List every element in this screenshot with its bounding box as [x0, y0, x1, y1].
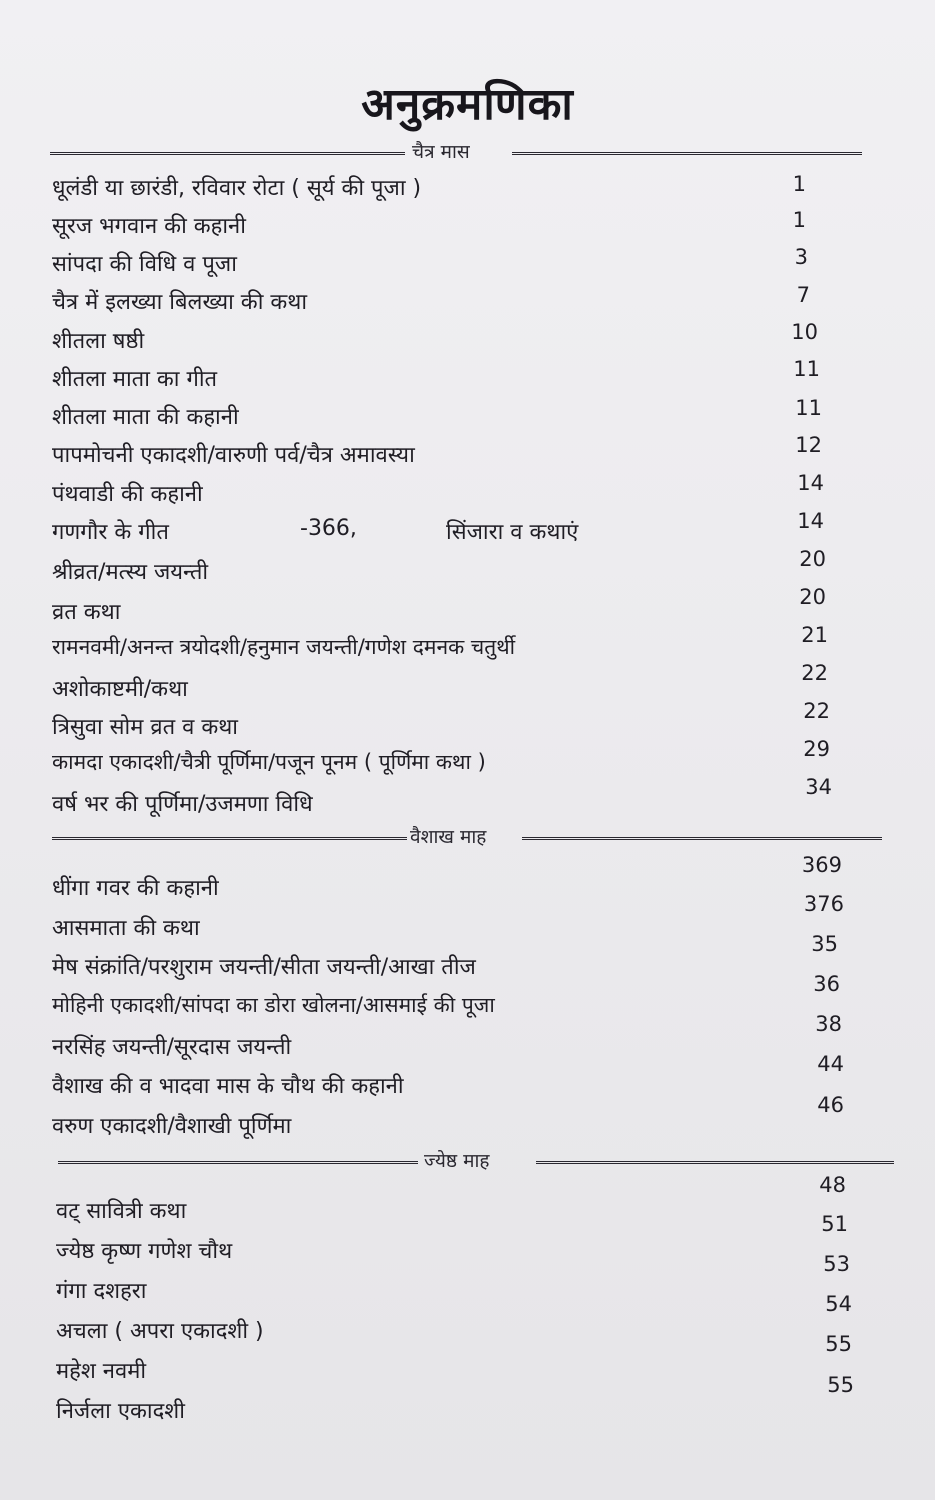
toc-entry: रामनवमी/अनन्त त्रयोदशी/हनुमान जयन्ती/गणेश दमनक चतुर्थी	[52, 635, 516, 659]
toc-entry: शीतला षष्ठी	[52, 329, 145, 354]
page-number: 54	[825, 1292, 852, 1316]
page-number: 11	[793, 357, 820, 381]
page-number: 22	[803, 699, 830, 723]
page-number: 36	[813, 972, 840, 996]
page-number: 14	[797, 471, 824, 495]
toc-entry: शीतला माता की कहानी	[52, 405, 239, 430]
page-number: 46	[817, 1093, 844, 1117]
toc-entry: महेश नवमी	[56, 1359, 147, 1384]
section-header-chaitra	[50, 138, 862, 168]
page-number: 55	[825, 1332, 852, 1356]
page-number: 1	[792, 172, 806, 196]
page-number: 38	[815, 1012, 842, 1036]
page-number: 7	[796, 283, 810, 307]
page-number: 35	[811, 932, 838, 956]
toc-entry: गणगौर के गीत	[52, 520, 169, 545]
page-number: 369	[801, 853, 842, 877]
page-number: 34	[805, 775, 832, 799]
toc-entry: मेष संक्रांति/परशुराम जयन्ती/सीता जयन्ती/आखा तीज	[52, 955, 476, 980]
toc-entry: पंथवाडी की कहानी	[52, 482, 203, 507]
page-number: 1	[792, 208, 806, 232]
section-label: चैत्र मास	[412, 141, 470, 163]
toc-entry: सूरज भगवान की कहानी	[52, 214, 246, 239]
page-number: 51	[821, 1212, 848, 1236]
toc-entry: नरसिंह जयन्ती/सूरदास जयन्ती	[52, 1035, 292, 1060]
divider-right	[512, 152, 862, 155]
toc-entry: अशोकाष्टमी/कथा	[52, 677, 188, 702]
page-number: 376	[803, 892, 844, 916]
section-label: वैशाख माह	[410, 826, 487, 848]
divider-right	[536, 1161, 894, 1164]
page-number: 11	[795, 396, 822, 420]
divider-left	[50, 152, 405, 155]
page-number: 21	[801, 623, 828, 647]
page-number: 10	[791, 320, 818, 344]
page-number: 22	[801, 661, 828, 685]
page-title: अनुक्रमणिका	[361, 79, 574, 130]
toc-entry: आसमाता की कथा	[52, 916, 200, 941]
divider-left	[52, 837, 407, 840]
page-number: 29	[803, 737, 830, 761]
page-number: 55	[827, 1373, 854, 1397]
section-label: ज्येष्ठ माह	[424, 1150, 490, 1172]
toc-entry: निर्जला एकादशी	[56, 1399, 185, 1424]
toc-entry: श्रीव्रत/मत्स्य जयन्ती	[52, 560, 209, 585]
toc-entry: ज्येष्ठ कृष्ण गणेश चौथ	[56, 1239, 233, 1264]
toc-entry: कामदा एकादशी/चैत्री पूर्णिमा/पजून पूनम ( पूर्णिमा कथा )	[52, 750, 486, 774]
toc-entry: शीतला माता का गीत	[52, 367, 218, 392]
gangaur-sinjara-text: सिंजारा व कथाएं	[446, 520, 579, 545]
toc-entry: चैत्र में इलख्या बिलख्या की कथा	[52, 290, 308, 315]
page-number: 20	[799, 585, 826, 609]
toc-entry: सांपदा की विधि व पूजा	[52, 252, 237, 277]
toc-entry: पापमोचनी एकादशी/वारुणी पर्व/चैत्र अमावस्या	[52, 443, 415, 468]
toc-entry: वैशाख की व भादवा मास के चौथ की कहानी	[52, 1074, 404, 1099]
page-number: 12	[795, 433, 822, 457]
section-header-vaishakh	[52, 823, 882, 853]
toc-entry: त्रिसुवा सोम व्रत व कथा	[52, 715, 238, 740]
divider-left	[58, 1161, 418, 1164]
toc-entry: अचला ( अपरा एकादशी )	[56, 1319, 264, 1344]
toc-entry: गंगा दशहरा	[56, 1279, 147, 1304]
page-number: 20	[799, 547, 826, 571]
page-range-text: -366,	[300, 516, 357, 541]
page-number: 53	[823, 1252, 850, 1276]
divider-right	[522, 837, 882, 840]
toc-entry: वरुण एकादशी/वैशाखी पूर्णिमा	[52, 1114, 292, 1139]
page-number: 44	[817, 1052, 844, 1076]
page-number: 14	[797, 509, 824, 533]
toc-entry: वर्ष भर की पूर्णिमा/उजमणा विधि	[52, 792, 313, 817]
toc-entry: व्रत कथा	[52, 600, 121, 625]
toc-entry: धूलंडी या छारंडी, रविवार रोटा ( सूर्य की पूजा )	[52, 176, 422, 201]
page-number: 48	[819, 1173, 846, 1197]
section-header-jyeshtha	[58, 1147, 894, 1177]
toc-entry: वट् सावित्री कथा	[56, 1199, 187, 1224]
toc-entry: मोहिनी एकादशी/सांपदा का डोरा खोलना/आसमाई की पूजा	[52, 993, 495, 1017]
toc-entry: धींगा गवर की कहानी	[52, 876, 219, 901]
page-number: 3	[794, 245, 808, 269]
